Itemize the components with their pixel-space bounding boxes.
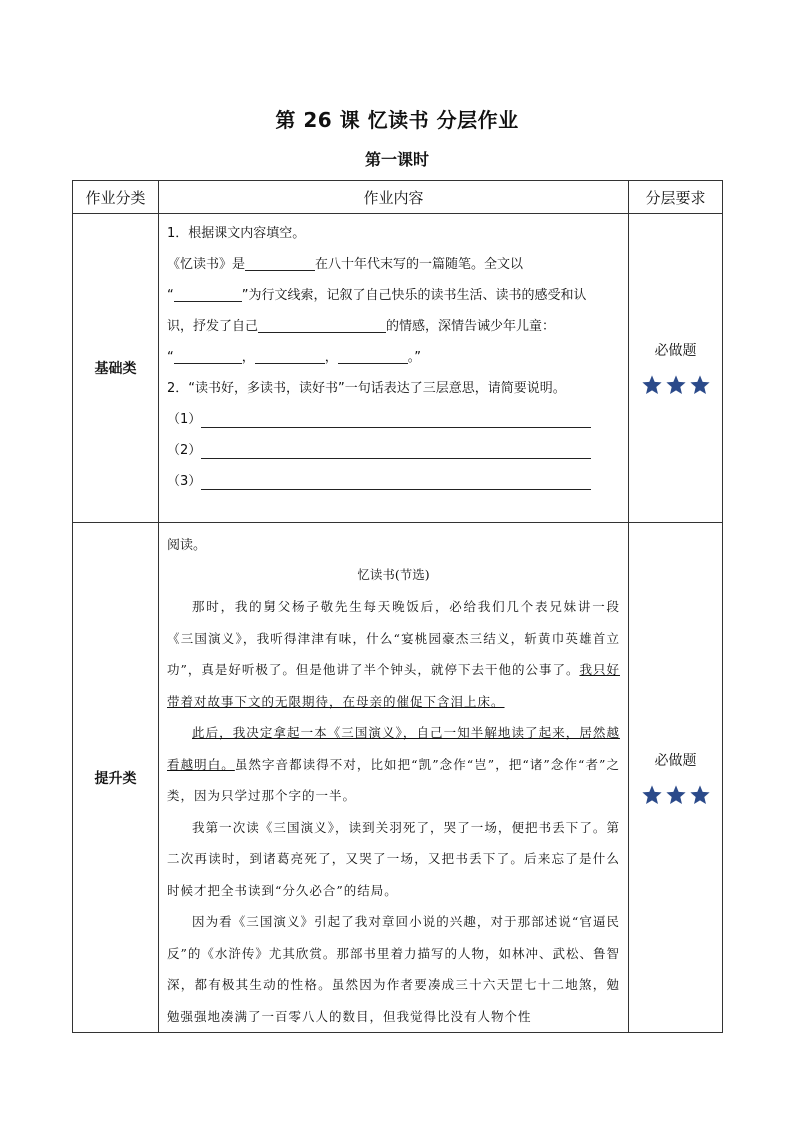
q1-line-a: 《忆读书》是 在八十年代末写的一篇随笔。全文以: [167, 249, 620, 280]
category-advanced: 提升类: [73, 523, 159, 1033]
star-rating: [629, 374, 722, 396]
answer-line-3: （3）: [167, 466, 620, 497]
star-icon: [689, 374, 711, 396]
table-header-row: [73, 181, 723, 214]
passage-title: 忆读书(节选): [357, 567, 430, 582]
passage-paragraph-2: 此后，我决定拿起一本《三国演义》，自己一知半解地读了起来，居然越看越明白。虽然字音都读得不对，比如把“凯”念作“岂”，把“诸”念作“者”之类，因为只学过那个字的一半。: [167, 725, 620, 803]
passage-paragraph-4: 因为看《三国演义》引起了我对章回小说的兴趣，对于那部述说“官逼民反”的《水浒传》尤其欣赏。那部书里着力描写的人物，如林冲、武松、鲁智深，都有极其生动的性格。虽然因为作者要凑成三十六天罡七十二地煞，勉勉强强地凑满了一百零八人的数目，但我觉得比没有人物个性: [167, 914, 620, 1024]
requirement-advanced: [629, 523, 723, 1033]
header-content: 作业内容: [159, 181, 629, 214]
homework-table: [72, 180, 723, 1033]
answer-line-1: （1）: [167, 404, 620, 435]
answer-line-2: （2）: [167, 435, 620, 466]
star-icon: [641, 374, 663, 396]
requirement-label: 必做题: [654, 752, 697, 769]
blank-clue[interactable]: [174, 285, 242, 302]
table-row-advanced: [73, 523, 723, 1033]
answer-input-3[interactable]: [201, 473, 591, 490]
underlined-sentence-2: 此后，我决定拿起一本《三国演义》，自己一知半解地读了起来，居然越看越明白。: [167, 725, 620, 772]
blank-author[interactable]: [245, 254, 315, 271]
star-icon: [665, 374, 687, 396]
content-basic: [159, 214, 629, 523]
blank-emotion[interactable]: [258, 316, 386, 333]
requirement-label: 必做题: [654, 343, 697, 359]
passage-paragraph-3: 我第一次读《三国演义》，读到关羽死了，哭了一场，便把书丢下了。第二次再读时，到诸葛亮死了，又哭了一场，又把书丢下了。后来忘了是什么时候才把全书读到“分久必合”的结局。: [167, 819, 620, 898]
page-title: 第 26 课 忆读书 分层作业: [275, 108, 519, 132]
header-requirement: 分层要求: [629, 181, 723, 214]
header-category: 作业分类: [73, 181, 159, 214]
answer-input-1[interactable]: [201, 411, 591, 428]
q1-line-d: “ ， ， 。”: [167, 342, 620, 373]
answer-input-2[interactable]: [201, 442, 591, 459]
blank-advice-1[interactable]: [174, 347, 242, 364]
q2-title: 2．“读书好，多读书，读好书”一句话表达了三层意思，请简要说明。: [167, 381, 566, 396]
table-row-basic: [73, 214, 723, 523]
star-icon: [689, 784, 711, 806]
reading-lead: 阅读。: [167, 538, 207, 553]
star-rating: [629, 784, 722, 806]
page-subtitle: 第一课时: [364, 150, 429, 169]
content-advanced: [159, 523, 629, 1033]
star-icon: [641, 784, 663, 806]
blank-advice-2[interactable]: [255, 347, 325, 364]
q1-title: 1．根据课文内容填空。: [167, 226, 306, 241]
q1-line-c: 识，抒发了自己 的情感，深情告诫少年儿童：: [167, 311, 620, 342]
q1-line-b: “ ”为行文线索，记叙了自己快乐的读书生活、读书的感受和认: [167, 280, 620, 311]
category-basic: 基础类: [73, 214, 159, 523]
blank-advice-3[interactable]: [338, 347, 408, 364]
star-icon: [665, 784, 687, 806]
passage-paragraph-1: 那时，我的舅父杨子敬先生每天晚饭后，必给我们几个表兄妹讲一段《三国演义》，我听得津津有味，什么“宴桃园豪杰三结义，斩黄巾英雄首立功”，真是好听极了。但是他讲了半个钟头，就停下去干他的公事了。我只好带着对故事下文的无限期待，在母亲的催促下含泪上床。: [167, 599, 620, 709]
underlined-sentence-1: 我只好带着对故事下文的无限期待，在母亲的催促下含泪上床。: [167, 662, 620, 709]
requirement-basic: [629, 214, 723, 523]
